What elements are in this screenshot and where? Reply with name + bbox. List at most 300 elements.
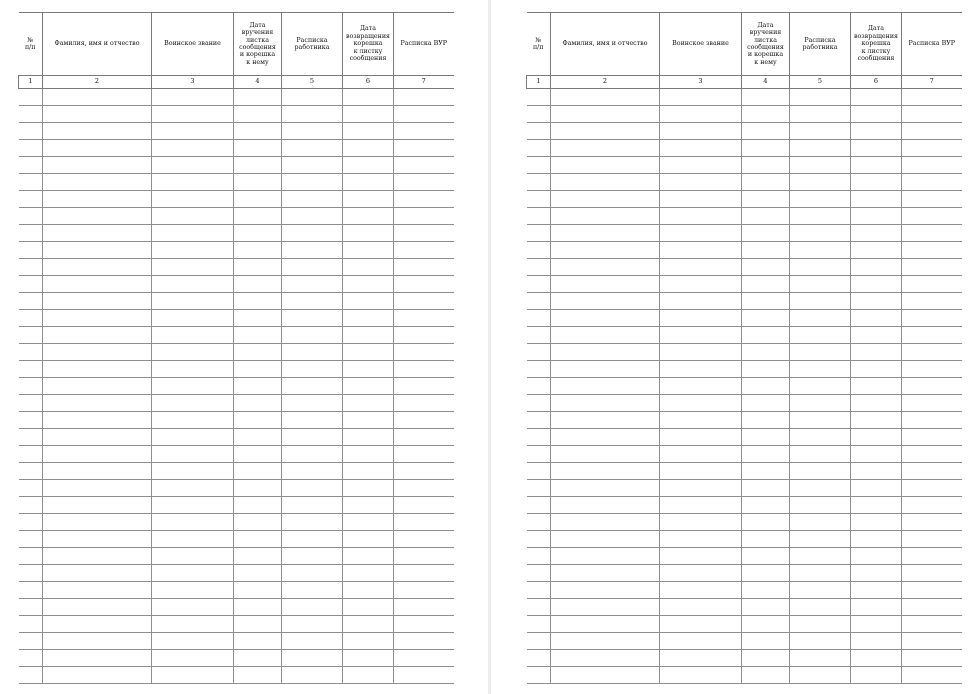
cell-employee-signature[interactable] [282, 531, 343, 548]
cell-vur-signature[interactable] [394, 140, 454, 157]
cell-num[interactable] [527, 531, 551, 548]
cell-rank[interactable] [152, 650, 234, 667]
cell-num[interactable] [19, 123, 43, 140]
cell-return-date[interactable] [343, 293, 394, 310]
cell-vur-signature[interactable] [902, 140, 962, 157]
cell-vur-signature[interactable] [902, 106, 962, 123]
cell-full-name[interactable] [43, 395, 152, 412]
cell-full-name[interactable] [43, 531, 152, 548]
cell-vur-signature[interactable] [902, 429, 962, 446]
cell-rank[interactable] [660, 89, 742, 106]
cell-full-name[interactable] [43, 310, 152, 327]
cell-delivery-date[interactable] [742, 446, 790, 463]
cell-num[interactable] [19, 650, 43, 667]
cell-full-name[interactable] [551, 208, 660, 225]
cell-num[interactable] [527, 497, 551, 514]
cell-rank[interactable] [660, 293, 742, 310]
cell-delivery-date[interactable] [742, 191, 790, 208]
cell-vur-signature[interactable] [394, 463, 454, 480]
cell-full-name[interactable] [551, 616, 660, 633]
cell-rank[interactable] [152, 463, 234, 480]
cell-employee-signature[interactable] [790, 633, 851, 650]
cell-delivery-date[interactable] [234, 327, 282, 344]
cell-delivery-date[interactable] [234, 667, 282, 684]
cell-vur-signature[interactable] [394, 174, 454, 191]
cell-vur-signature[interactable] [394, 344, 454, 361]
cell-return-date[interactable] [851, 463, 902, 480]
cell-delivery-date[interactable] [742, 293, 790, 310]
cell-rank[interactable] [660, 582, 742, 599]
cell-rank[interactable] [152, 344, 234, 361]
cell-delivery-date[interactable] [234, 446, 282, 463]
cell-rank[interactable] [660, 531, 742, 548]
cell-return-date[interactable] [343, 667, 394, 684]
cell-rank[interactable] [660, 548, 742, 565]
cell-rank[interactable] [152, 582, 234, 599]
cell-employee-signature[interactable] [790, 242, 851, 259]
cell-return-date[interactable] [343, 140, 394, 157]
cell-delivery-date[interactable] [742, 242, 790, 259]
cell-num[interactable] [19, 242, 43, 259]
cell-delivery-date[interactable] [742, 361, 790, 378]
cell-num[interactable] [19, 565, 43, 582]
cell-vur-signature[interactable] [394, 565, 454, 582]
cell-return-date[interactable] [343, 497, 394, 514]
cell-full-name[interactable] [551, 276, 660, 293]
cell-num[interactable] [19, 616, 43, 633]
cell-delivery-date[interactable] [742, 327, 790, 344]
cell-return-date[interactable] [851, 497, 902, 514]
cell-return-date[interactable] [343, 225, 394, 242]
cell-employee-signature[interactable] [282, 259, 343, 276]
cell-vur-signature[interactable] [394, 616, 454, 633]
cell-vur-signature[interactable] [902, 446, 962, 463]
cell-vur-signature[interactable] [394, 599, 454, 616]
cell-vur-signature[interactable] [902, 174, 962, 191]
cell-full-name[interactable] [551, 174, 660, 191]
cell-num[interactable] [19, 225, 43, 242]
cell-full-name[interactable] [43, 225, 152, 242]
cell-rank[interactable] [660, 395, 742, 412]
cell-delivery-date[interactable] [234, 157, 282, 174]
cell-full-name[interactable] [551, 633, 660, 650]
cell-employee-signature[interactable] [790, 514, 851, 531]
cell-num[interactable] [19, 208, 43, 225]
cell-delivery-date[interactable] [234, 310, 282, 327]
cell-delivery-date[interactable] [742, 412, 790, 429]
cell-rank[interactable] [660, 463, 742, 480]
cell-vur-signature[interactable] [394, 548, 454, 565]
cell-vur-signature[interactable] [394, 412, 454, 429]
cell-delivery-date[interactable] [234, 565, 282, 582]
cell-rank[interactable] [660, 361, 742, 378]
cell-employee-signature[interactable] [790, 208, 851, 225]
cell-full-name[interactable] [43, 276, 152, 293]
cell-vur-signature[interactable] [394, 327, 454, 344]
cell-full-name[interactable] [43, 293, 152, 310]
cell-vur-signature[interactable] [902, 276, 962, 293]
cell-employee-signature[interactable] [790, 446, 851, 463]
cell-vur-signature[interactable] [902, 667, 962, 684]
cell-num[interactable] [527, 582, 551, 599]
cell-return-date[interactable] [851, 89, 902, 106]
cell-vur-signature[interactable] [394, 225, 454, 242]
cell-vur-signature[interactable] [902, 293, 962, 310]
cell-vur-signature[interactable] [394, 89, 454, 106]
cell-num[interactable] [19, 514, 43, 531]
cell-return-date[interactable] [851, 259, 902, 276]
cell-full-name[interactable] [551, 123, 660, 140]
cell-full-name[interactable] [43, 89, 152, 106]
cell-vur-signature[interactable] [902, 633, 962, 650]
cell-vur-signature[interactable] [394, 293, 454, 310]
cell-delivery-date[interactable] [742, 463, 790, 480]
cell-employee-signature[interactable] [790, 191, 851, 208]
cell-return-date[interactable] [343, 514, 394, 531]
cell-delivery-date[interactable] [742, 123, 790, 140]
cell-delivery-date[interactable] [742, 616, 790, 633]
cell-full-name[interactable] [43, 208, 152, 225]
cell-return-date[interactable] [851, 361, 902, 378]
cell-num[interactable] [19, 599, 43, 616]
cell-vur-signature[interactable] [902, 310, 962, 327]
cell-rank[interactable] [660, 259, 742, 276]
cell-full-name[interactable] [551, 225, 660, 242]
cell-full-name[interactable] [551, 667, 660, 684]
cell-full-name[interactable] [43, 361, 152, 378]
cell-vur-signature[interactable] [394, 395, 454, 412]
cell-full-name[interactable] [551, 242, 660, 259]
cell-employee-signature[interactable] [282, 157, 343, 174]
cell-rank[interactable] [152, 259, 234, 276]
cell-full-name[interactable] [43, 616, 152, 633]
cell-return-date[interactable] [851, 412, 902, 429]
cell-delivery-date[interactable] [234, 191, 282, 208]
cell-num[interactable] [527, 157, 551, 174]
cell-num[interactable] [19, 531, 43, 548]
cell-num[interactable] [527, 361, 551, 378]
cell-employee-signature[interactable] [790, 531, 851, 548]
cell-return-date[interactable] [343, 276, 394, 293]
cell-delivery-date[interactable] [742, 548, 790, 565]
cell-rank[interactable] [660, 327, 742, 344]
cell-full-name[interactable] [551, 293, 660, 310]
cell-delivery-date[interactable] [234, 582, 282, 599]
cell-rank[interactable] [660, 514, 742, 531]
cell-rank[interactable] [152, 548, 234, 565]
cell-return-date[interactable] [343, 565, 394, 582]
cell-full-name[interactable] [43, 344, 152, 361]
cell-return-date[interactable] [343, 463, 394, 480]
cell-return-date[interactable] [343, 531, 394, 548]
cell-return-date[interactable] [851, 310, 902, 327]
cell-return-date[interactable] [851, 633, 902, 650]
cell-num[interactable] [527, 106, 551, 123]
cell-full-name[interactable] [43, 378, 152, 395]
cell-vur-signature[interactable] [902, 191, 962, 208]
cell-num[interactable] [19, 344, 43, 361]
cell-num[interactable] [19, 157, 43, 174]
cell-vur-signature[interactable] [902, 89, 962, 106]
cell-full-name[interactable] [43, 599, 152, 616]
cell-delivery-date[interactable] [234, 174, 282, 191]
cell-full-name[interactable] [43, 412, 152, 429]
cell-full-name[interactable] [43, 565, 152, 582]
cell-employee-signature[interactable] [282, 429, 343, 446]
cell-vur-signature[interactable] [902, 123, 962, 140]
cell-return-date[interactable] [851, 531, 902, 548]
cell-delivery-date[interactable] [742, 667, 790, 684]
cell-delivery-date[interactable] [234, 395, 282, 412]
cell-vur-signature[interactable] [394, 497, 454, 514]
cell-employee-signature[interactable] [282, 463, 343, 480]
cell-delivery-date[interactable] [234, 140, 282, 157]
cell-delivery-date[interactable] [742, 565, 790, 582]
cell-employee-signature[interactable] [282, 276, 343, 293]
cell-rank[interactable] [660, 344, 742, 361]
cell-full-name[interactable] [43, 191, 152, 208]
cell-rank[interactable] [152, 293, 234, 310]
cell-num[interactable] [19, 395, 43, 412]
cell-vur-signature[interactable] [394, 106, 454, 123]
cell-employee-signature[interactable] [282, 446, 343, 463]
cell-return-date[interactable] [343, 242, 394, 259]
cell-full-name[interactable] [551, 497, 660, 514]
cell-full-name[interactable] [551, 140, 660, 157]
cell-vur-signature[interactable] [394, 531, 454, 548]
cell-num[interactable] [527, 446, 551, 463]
cell-num[interactable] [527, 276, 551, 293]
cell-return-date[interactable] [343, 446, 394, 463]
cell-return-date[interactable] [851, 106, 902, 123]
cell-employee-signature[interactable] [282, 106, 343, 123]
cell-return-date[interactable] [851, 446, 902, 463]
cell-vur-signature[interactable] [902, 412, 962, 429]
cell-full-name[interactable] [551, 344, 660, 361]
cell-num[interactable] [19, 667, 43, 684]
cell-delivery-date[interactable] [234, 514, 282, 531]
cell-employee-signature[interactable] [790, 225, 851, 242]
cell-rank[interactable] [660, 225, 742, 242]
cell-full-name[interactable] [551, 531, 660, 548]
cell-num[interactable] [527, 548, 551, 565]
cell-full-name[interactable] [551, 514, 660, 531]
cell-delivery-date[interactable] [234, 293, 282, 310]
cell-rank[interactable] [660, 242, 742, 259]
cell-return-date[interactable] [851, 514, 902, 531]
cell-rank[interactable] [152, 497, 234, 514]
cell-num[interactable] [527, 242, 551, 259]
cell-rank[interactable] [660, 633, 742, 650]
cell-employee-signature[interactable] [282, 599, 343, 616]
cell-return-date[interactable] [851, 565, 902, 582]
cell-num[interactable] [19, 361, 43, 378]
cell-delivery-date[interactable] [234, 259, 282, 276]
cell-num[interactable] [527, 208, 551, 225]
cell-delivery-date[interactable] [234, 89, 282, 106]
cell-return-date[interactable] [851, 344, 902, 361]
cell-vur-signature[interactable] [902, 157, 962, 174]
cell-return-date[interactable] [343, 327, 394, 344]
cell-employee-signature[interactable] [790, 157, 851, 174]
cell-employee-signature[interactable] [282, 565, 343, 582]
cell-employee-signature[interactable] [790, 599, 851, 616]
cell-vur-signature[interactable] [902, 480, 962, 497]
cell-vur-signature[interactable] [394, 429, 454, 446]
cell-employee-signature[interactable] [282, 191, 343, 208]
cell-num[interactable] [527, 378, 551, 395]
cell-delivery-date[interactable] [742, 157, 790, 174]
cell-full-name[interactable] [43, 106, 152, 123]
cell-employee-signature[interactable] [790, 412, 851, 429]
cell-full-name[interactable] [43, 446, 152, 463]
cell-return-date[interactable] [343, 650, 394, 667]
cell-rank[interactable] [152, 378, 234, 395]
cell-delivery-date[interactable] [742, 514, 790, 531]
cell-employee-signature[interactable] [790, 548, 851, 565]
cell-delivery-date[interactable] [234, 463, 282, 480]
cell-employee-signature[interactable] [790, 123, 851, 140]
cell-full-name[interactable] [43, 514, 152, 531]
cell-return-date[interactable] [851, 395, 902, 412]
cell-full-name[interactable] [551, 429, 660, 446]
cell-vur-signature[interactable] [394, 650, 454, 667]
cell-num[interactable] [527, 327, 551, 344]
cell-rank[interactable] [152, 208, 234, 225]
cell-delivery-date[interactable] [742, 106, 790, 123]
cell-full-name[interactable] [551, 157, 660, 174]
cell-vur-signature[interactable] [394, 191, 454, 208]
cell-full-name[interactable] [43, 140, 152, 157]
cell-employee-signature[interactable] [790, 480, 851, 497]
cell-num[interactable] [19, 446, 43, 463]
cell-vur-signature[interactable] [394, 310, 454, 327]
cell-return-date[interactable] [343, 395, 394, 412]
cell-rank[interactable] [660, 446, 742, 463]
cell-return-date[interactable] [343, 361, 394, 378]
cell-employee-signature[interactable] [282, 514, 343, 531]
cell-vur-signature[interactable] [394, 378, 454, 395]
cell-employee-signature[interactable] [282, 548, 343, 565]
cell-num[interactable] [19, 429, 43, 446]
cell-return-date[interactable] [343, 191, 394, 208]
cell-full-name[interactable] [43, 463, 152, 480]
cell-full-name[interactable] [551, 106, 660, 123]
cell-delivery-date[interactable] [234, 225, 282, 242]
cell-rank[interactable] [152, 514, 234, 531]
cell-employee-signature[interactable] [282, 140, 343, 157]
cell-return-date[interactable] [851, 599, 902, 616]
cell-employee-signature[interactable] [282, 497, 343, 514]
cell-rank[interactable] [660, 497, 742, 514]
cell-return-date[interactable] [343, 616, 394, 633]
cell-rank[interactable] [660, 140, 742, 157]
cell-employee-signature[interactable] [282, 293, 343, 310]
cell-full-name[interactable] [551, 412, 660, 429]
cell-vur-signature[interactable] [394, 157, 454, 174]
cell-return-date[interactable] [343, 480, 394, 497]
cell-vur-signature[interactable] [902, 582, 962, 599]
cell-employee-signature[interactable] [790, 140, 851, 157]
cell-full-name[interactable] [43, 650, 152, 667]
cell-employee-signature[interactable] [282, 378, 343, 395]
cell-num[interactable] [19, 191, 43, 208]
cell-return-date[interactable] [851, 157, 902, 174]
cell-return-date[interactable] [851, 327, 902, 344]
cell-return-date[interactable] [851, 293, 902, 310]
cell-num[interactable] [19, 497, 43, 514]
cell-delivery-date[interactable] [742, 429, 790, 446]
cell-vur-signature[interactable] [394, 361, 454, 378]
cell-employee-signature[interactable] [282, 344, 343, 361]
cell-return-date[interactable] [851, 650, 902, 667]
cell-num[interactable] [19, 327, 43, 344]
cell-employee-signature[interactable] [790, 327, 851, 344]
cell-delivery-date[interactable] [234, 123, 282, 140]
cell-employee-signature[interactable] [282, 174, 343, 191]
cell-full-name[interactable] [43, 327, 152, 344]
cell-employee-signature[interactable] [282, 616, 343, 633]
cell-full-name[interactable] [551, 446, 660, 463]
cell-return-date[interactable] [851, 548, 902, 565]
cell-num[interactable] [527, 123, 551, 140]
cell-num[interactable] [527, 140, 551, 157]
cell-delivery-date[interactable] [742, 310, 790, 327]
cell-delivery-date[interactable] [234, 548, 282, 565]
cell-vur-signature[interactable] [394, 633, 454, 650]
cell-return-date[interactable] [851, 582, 902, 599]
cell-delivery-date[interactable] [234, 650, 282, 667]
cell-rank[interactable] [660, 667, 742, 684]
cell-num[interactable] [19, 259, 43, 276]
cell-return-date[interactable] [343, 633, 394, 650]
cell-full-name[interactable] [43, 480, 152, 497]
cell-num[interactable] [527, 225, 551, 242]
cell-num[interactable] [527, 293, 551, 310]
cell-employee-signature[interactable] [790, 276, 851, 293]
cell-employee-signature[interactable] [790, 616, 851, 633]
cell-employee-signature[interactable] [790, 293, 851, 310]
cell-employee-signature[interactable] [282, 225, 343, 242]
cell-delivery-date[interactable] [742, 497, 790, 514]
cell-return-date[interactable] [851, 616, 902, 633]
cell-vur-signature[interactable] [902, 565, 962, 582]
cell-delivery-date[interactable] [742, 378, 790, 395]
cell-return-date[interactable] [851, 123, 902, 140]
cell-num[interactable] [19, 582, 43, 599]
cell-delivery-date[interactable] [742, 259, 790, 276]
cell-return-date[interactable] [343, 378, 394, 395]
cell-num[interactable] [527, 191, 551, 208]
cell-delivery-date[interactable] [742, 140, 790, 157]
cell-delivery-date[interactable] [742, 599, 790, 616]
cell-delivery-date[interactable] [234, 106, 282, 123]
cell-employee-signature[interactable] [790, 361, 851, 378]
cell-return-date[interactable] [343, 157, 394, 174]
cell-rank[interactable] [152, 276, 234, 293]
cell-num[interactable] [527, 480, 551, 497]
cell-employee-signature[interactable] [790, 667, 851, 684]
cell-num[interactable] [527, 633, 551, 650]
cell-full-name[interactable] [551, 191, 660, 208]
cell-num[interactable] [19, 463, 43, 480]
cell-vur-signature[interactable] [394, 667, 454, 684]
cell-employee-signature[interactable] [282, 361, 343, 378]
cell-employee-signature[interactable] [790, 497, 851, 514]
cell-rank[interactable] [660, 157, 742, 174]
cell-rank[interactable] [660, 480, 742, 497]
cell-employee-signature[interactable] [282, 633, 343, 650]
